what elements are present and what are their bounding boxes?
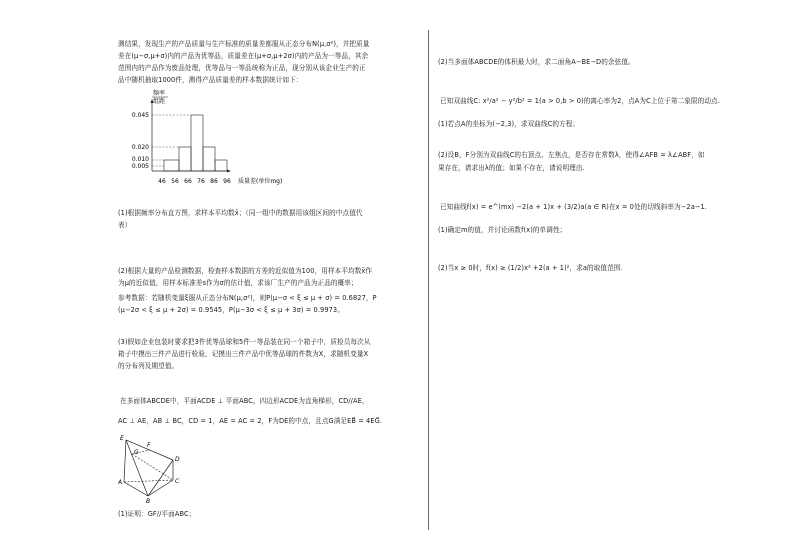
histogram-bar-46-56 [164, 160, 179, 171]
function-q2: (2)当x ≥ 0时，f(x) ≥ (1/2)x² +2(a + 1)²，求a的取值范围. [438, 264, 623, 272]
q2-line-3: 参考数据：若随机变量ξ服从正态分布N(μ,σ²)，则P(μ−σ < ξ ≤ μ + σ) = 0.6827，P [118, 294, 377, 302]
hyperbola-q2-line-1: (2)设B，F分别为双曲线C的右顶点、左焦点，是否存在常数λ，使得∠AFB = λ∠ABF，如 [438, 151, 705, 159]
histogram-bar-76-86 [203, 147, 215, 171]
function-q1: (1)确定m的值，并讨论函数f(x)的单调性； [438, 226, 567, 234]
histogram-y-tick: 0.010 [131, 156, 149, 163]
histogram-bar-66-76 [191, 115, 203, 171]
q3-line-2: 箱子中摸出三件产品进行检验，记摸出三件产品中优等品球的件数为X，求随机变量X [118, 350, 369, 358]
edge-ea [124, 440, 126, 482]
histogram-ylabel-bottom: 组距 [153, 98, 166, 105]
q2-line-2: 为μ的近似值，用样本标准差s作为σ的估计值，求该厂生产的产品为正品的概率； [118, 279, 358, 287]
q3-line-1: (3)假如企业包装时要求把3件优等品球和5件一等品装在同一个箱子中，质检员每次从 [118, 338, 371, 346]
q3-line-3: 的分布列及期望值。 [118, 362, 179, 370]
intro-line-4: 品中随机抽取1000件，测得产品质量差的样本数据统计如下： [118, 76, 303, 84]
histogram-x-tick: 46 [158, 178, 166, 185]
histogram-x-tick: 66 [184, 178, 192, 185]
geometry-line-2: AC ⊥ AE，AB ⊥ BC，CD = 1，AE = AC = 2，F为DE的中点，且点G满足EB⃗ = 4EG⃗. [118, 417, 383, 425]
q1-line-2: 表） [118, 221, 132, 229]
q1-line-1: (1)根据频率分布直方图，求样本平均数x̄；（同一组中的数据用该组区间的中点值代 [118, 209, 363, 217]
histogram-y-tick: 0.045 [131, 112, 149, 119]
vertex-label-d: D [175, 456, 180, 463]
histogram-bar-56-66 [179, 147, 191, 171]
histogram-y-tick: 0.020 [131, 144, 149, 151]
polyhedron-figure [118, 434, 193, 504]
histogram-y-tick: 0.005 [131, 163, 149, 170]
hyperbola-stem: 已知双曲线C: x²/a² − y²/b² = 1(a > 0,b > 0)的离心率为2，点A为C上位于第二象限的动点. [440, 97, 720, 105]
intro-line-1: 测结果，发现生产的产品质量与生产标准的质量差都服从正态分布N(μ,σ²)，并把质量 [118, 40, 370, 48]
histogram-x-tick: 96 [223, 178, 231, 185]
edge-db [148, 460, 173, 496]
edge-ab [124, 482, 148, 496]
hyperbola-q1: (1)若点A的坐标为(−2,3)，求双曲线C的方程； [438, 120, 580, 128]
geometry-q2: (2)当多面体ABCDE的体积最大时，求二面角A−BE−D的余弦值。 [438, 58, 635, 66]
edge-bc [148, 480, 173, 496]
q2-line-4: (μ−2σ < ξ ≤ μ + 2σ) = 0.9545，P(μ−3σ < ξ ≤ μ + 3σ) = 0.9973。 [118, 306, 344, 314]
segment-gc [132, 454, 173, 480]
histogram-x-tick: 76 [197, 178, 205, 185]
vertex-label-g: G [134, 449, 139, 456]
vertex-label-b: B [146, 498, 151, 504]
geometry-q1: (1)证明：GF//平面ABC； [118, 510, 196, 518]
vertex-label-e: E [120, 435, 124, 442]
histogram-x-tick: 56 [171, 178, 179, 185]
vertex-label-f: F [147, 442, 151, 449]
hyperbola-q2-line-2: 果存在，请求出λ的值；如果不存在，请说明理由. [438, 164, 585, 172]
vertex-label-c: C [175, 478, 180, 485]
vertex-label-a: A [118, 479, 123, 486]
histogram-bar-86-96 [215, 160, 227, 171]
histogram-ylabel-top: 频率 [153, 90, 166, 97]
function-stem: 已知曲线f(x) = e^(mx) −2(a + 1)x + (3/2)a(a ∈ R)在x = 0处的切线斜率为−2a−1. [440, 203, 707, 211]
histogram-x-arrow [227, 170, 231, 173]
geometry-line-1: 在多面体ABCDE中，平面ACDE ⊥ 平面ABC，四边形ACDE为直角梯形，CD//AE， [120, 397, 369, 405]
histogram-xlabel: 质量差(单位mg) [238, 178, 283, 185]
edge-ac [124, 480, 173, 482]
q2-line-1: (2)根据大量的产品检测数据，检查样本数据的方差的近似值为100，用样本平均数x̄作 [118, 267, 373, 275]
frequency-histogram [120, 88, 300, 186]
histogram-x-tick: 86 [210, 178, 218, 185]
column-divider [428, 30, 429, 530]
intro-line-2: 差在(μ−σ,μ+σ)内的产品为优等品，质量差在(μ+σ,μ+2σ)内的产品为一等品，其余 [118, 52, 369, 60]
intro-line-3: 范围内的产品作为废品处理，优等品与一等品统称为正品，现分别从该企业生产的正 [118, 64, 366, 72]
